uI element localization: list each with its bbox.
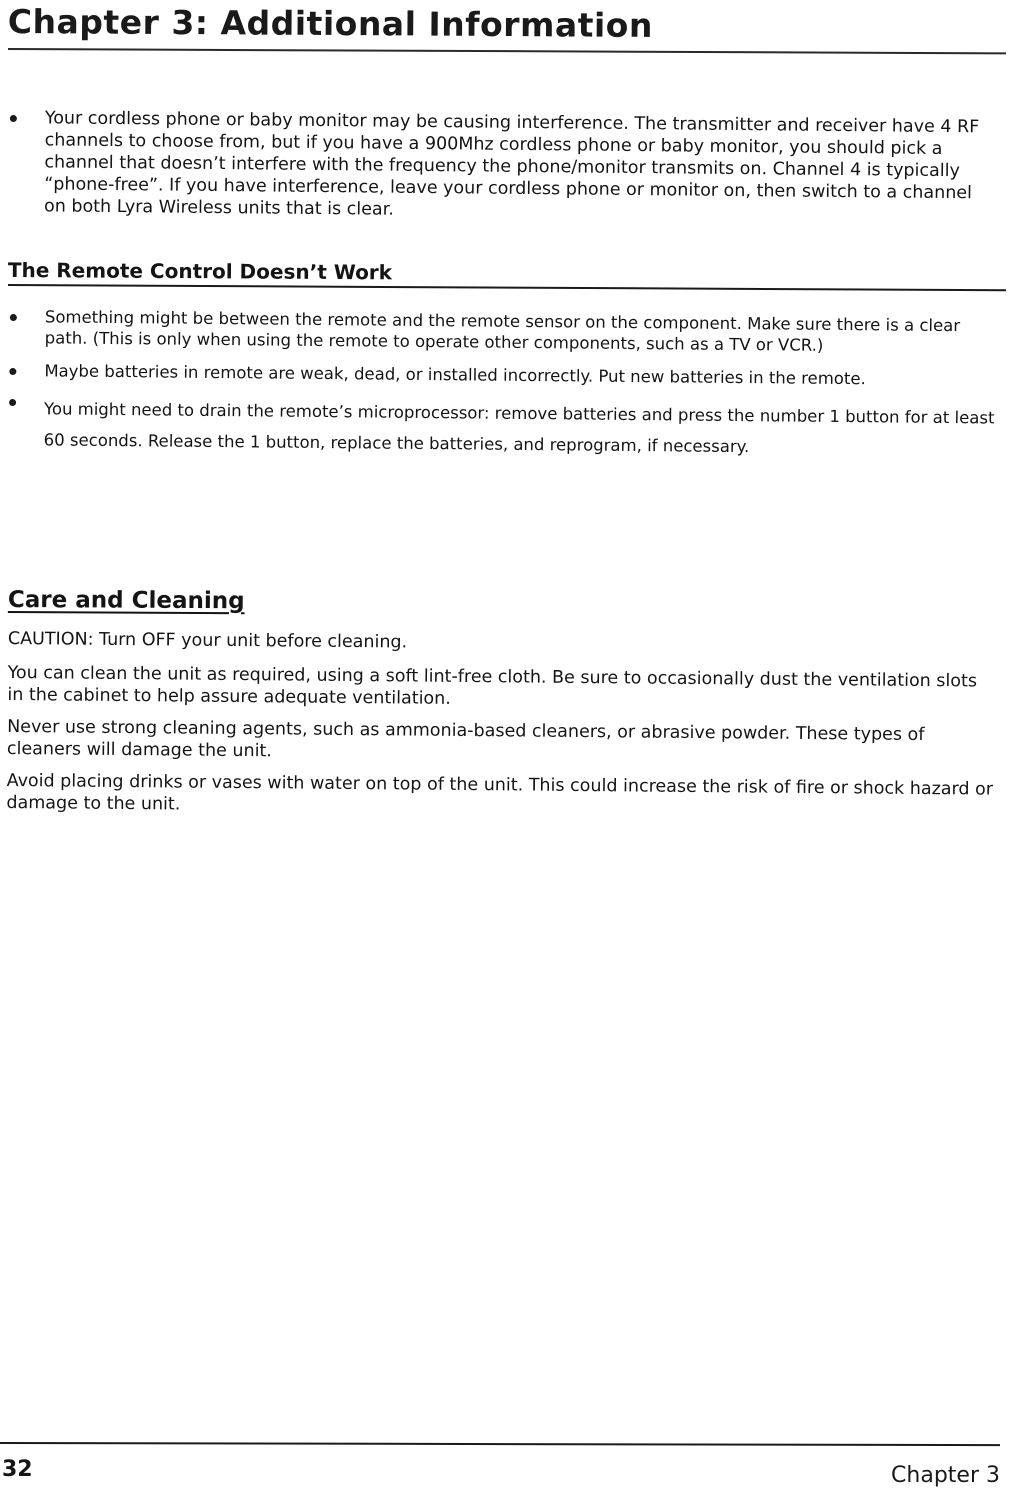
interference-bullet-list <box>7 107 998 226</box>
care-paragraph: You can clean the unit as required, using a soft lint-free cloth. Be sure to occasionally dust the ventilation slots in the cabinet to help assure adequate ventilation. <box>7 662 978 709</box>
chapter-title: Chapter 3: Additional Information <box>7 1 654 45</box>
page-number: 32 <box>2 1457 33 1482</box>
care-section-heading: Care and Cleaning <box>7 587 245 615</box>
list-item-text: You might need to drain the remote’s microprocessor: remove batteries and press the number 1 button for at least 60 seconds. Release the 1 button, replace the batteries, and reprogram, if necessary. <box>43 399 995 457</box>
footer-chapter-label: Chapter 3 <box>891 1463 1000 1488</box>
list-item <box>7 393 998 465</box>
section-divider <box>8 284 1006 291</box>
title-divider <box>8 48 1006 54</box>
caution-text: CAUTION: Turn OFF your unit before cleaning. <box>7 628 408 653</box>
bullet-icon <box>7 387 17 418</box>
bullet-icon <box>7 360 17 382</box>
care-section-body <box>6 628 998 833</box>
list-item <box>7 360 997 391</box>
care-paragraph: Never use strong cleaning agents, such as ammonia-based cleaners, or abrasive powder. These types of cleaners will damage the unit. <box>6 716 925 762</box>
bullet-icon <box>8 306 18 328</box>
list-item <box>8 306 998 358</box>
care-paragraph: Avoid placing drinks or vases with water on top of the unit. This could increase the risk of fire or shock hazard or damage to the unit. <box>6 770 994 815</box>
list-item-text: Your cordless phone or baby monitor may be causing interference. The transmitter and receiver have 4 RF channels to choose from, but if you have a 900Mhz cordless phone or baby monitor, you should pick a channel that doesn’t interfere with the frequency the phone/monitor transmits on. Channel 4 is typically “phone-free”. If you have interference, leave your cordless phone or monitor on, then switch to a channel on both Lyra Wireless units that is clear. <box>43 108 980 220</box>
list-item <box>7 107 998 226</box>
bullet-icon <box>8 107 18 129</box>
remote-section-heading: The Remote Control Doesn’t Work <box>7 257 393 285</box>
remote-troubleshooting-list <box>6 306 997 476</box>
list-item-text: Maybe batteries in remote are weak, dead, or installed incorrectly. Put new batteries in the remote. <box>44 361 866 389</box>
list-item-text: Something might be between the remote and the remote sensor on the component. Make sure there is a clear path. (This is only when using the remote to operate other components, such as a TV or VCR.) <box>44 307 961 355</box>
footer-divider <box>0 1442 1000 1446</box>
